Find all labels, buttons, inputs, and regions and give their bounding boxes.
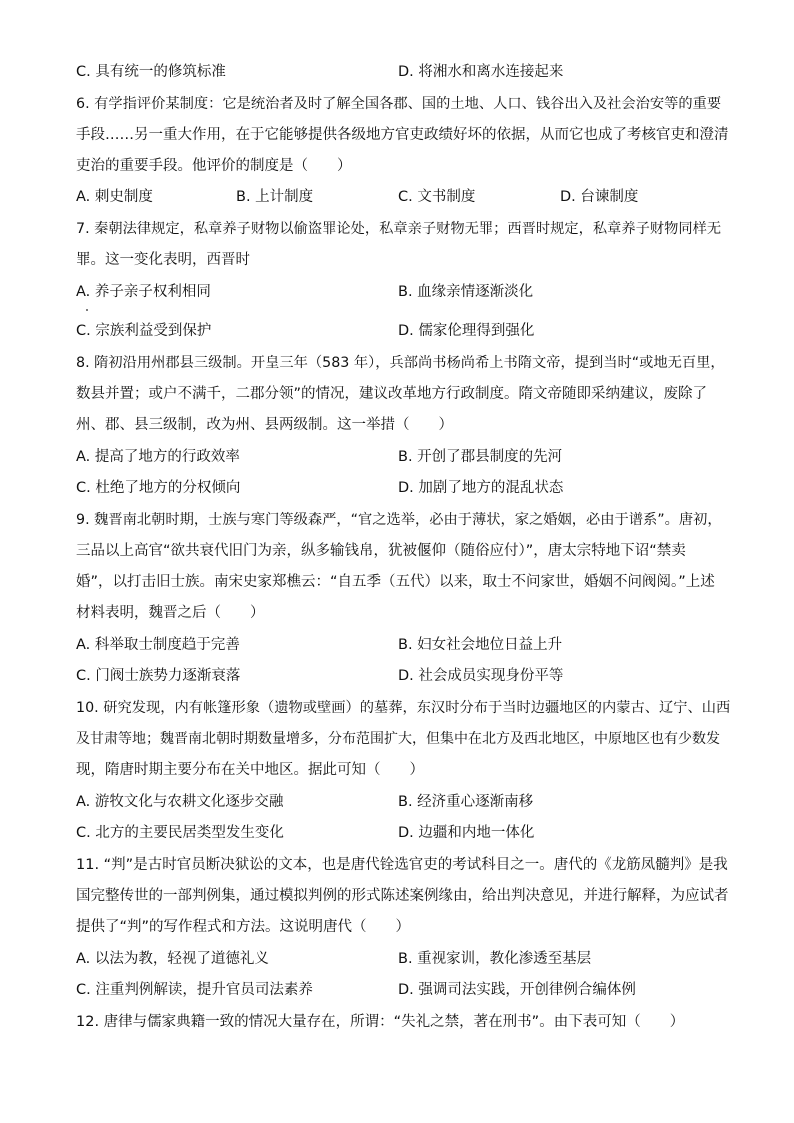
q9-option-b[interactable]: B. 妇女社会地位日益上升 bbox=[398, 637, 563, 653]
q10-option-b[interactable]: B. 经济重心逐渐南移 bbox=[398, 794, 534, 810]
q9-stem-line-4: 材料表明，魏晋之后（ ） bbox=[76, 605, 265, 621]
q8-stem-line-2: 数县并置；或户不满千，二郡分领”的情况，建议改革地方行政制度。隋文帝随即采纳建议，废除了 bbox=[76, 386, 708, 402]
q9-option-a[interactable]: A. 科举取士制度趋于完善 bbox=[76, 637, 240, 653]
q11-option-c[interactable]: C. 注重判例解读，提升官员司法素养 bbox=[76, 982, 313, 998]
q7-option-d[interactable]: D. 儒家伦理得到强化 bbox=[398, 323, 535, 339]
q7-stem-line-2: 罪。这一变化表明，西晋时 bbox=[76, 252, 250, 268]
q9-stem-line-1: 9. 魏晋南北朝时期，士族与寒门等级森严，“官之选举，必由于薄状，家之婚姻，必由于谱系”。唐初， bbox=[76, 512, 722, 528]
q7-option-c[interactable]: C. 宗族利益受到保护 bbox=[76, 323, 212, 339]
q6-stem-line-3: 吏治的重要手段。他评价的制度是（ ） bbox=[76, 158, 352, 174]
q10-option-a[interactable]: A. 游牧文化与农耕文化逐步交融 bbox=[76, 794, 284, 810]
stray-dot bbox=[86, 309, 88, 311]
q5-option-c[interactable]: C. 具有统一的修筑标准 bbox=[76, 64, 226, 80]
q10-stem-line-2: 及甘肃等地；魏晋南北朝时期数量增多，分布范围扩大，但集中在北方及西北地区，中原地区也有少数发 bbox=[76, 731, 720, 747]
q11-stem-line-2: 国完整传世的一部判例集，通过模拟判例的形式陈述案例缘由，给出判决意见，并进行解释，为应试者 bbox=[76, 888, 729, 904]
q9-stem-line-2: 三品以上高官“欲共衰代旧门为亲，纵多输钱帛，犹被偃仰（随俗应付）”，唐太宗特地下诏“禁卖 bbox=[76, 543, 686, 559]
q9-option-d[interactable]: D. 社会成员实现身份平等 bbox=[398, 668, 564, 684]
q6-option-a[interactable]: A. 刺史制度 bbox=[76, 189, 153, 205]
q7-stem-line-1: 7. 秦朝法律规定，私章养子财物以偷盗罪论处，私章亲子财物无罪；西晋时规定，私章养子财物同样无 bbox=[76, 221, 722, 237]
q10-stem-line-1: 10. 研究发现，内有帐篷形象（遗物或壁画）的墓葬，东汉时分布于当时边疆地区的内蒙古、辽宁、山西 bbox=[76, 700, 731, 716]
q8-option-c[interactable]: C. 杜绝了地方的分权倾向 bbox=[76, 480, 241, 496]
q7-option-a[interactable]: A. 养子亲子权利相同 bbox=[76, 284, 211, 300]
q6-option-c[interactable]: C. 文书制度 bbox=[398, 189, 476, 205]
q8-stem-line-1: 8. 隋初沿用州郡县三级制。开皇三年（583 年），兵部尚书杨尚希上书隋文帝，提到当时“或地无百里， bbox=[76, 355, 725, 371]
q8-option-d[interactable]: D. 加剧了地方的混乱状态 bbox=[398, 480, 564, 496]
q11-option-d[interactable]: D. 强调司法实践，开创律例合编体例 bbox=[398, 982, 636, 998]
q6-stem-line-1: 6. 有学指评价某制度：它是统治者及时了解全国各郡、国的土地、人口、钱谷出入及社会治安等的重要 bbox=[76, 96, 722, 112]
q8-option-b[interactable]: B. 开创了郡县制度的先河 bbox=[398, 449, 563, 465]
q5-option-d[interactable]: D. 将湘水和离水连接起来 bbox=[398, 64, 564, 80]
q7-option-b[interactable]: B. 血缘亲情逐渐淡化 bbox=[398, 284, 534, 300]
q8-option-a[interactable]: A. 提高了地方的行政效率 bbox=[76, 449, 240, 465]
q6-stem-line-2: 手段……另一重大作用，在于它能够提供各级地方官吏政绩好坏的依据，从而它也成了考核官吏和澄清 bbox=[76, 127, 729, 143]
q10-option-d[interactable]: D. 边疆和内地一体化 bbox=[398, 825, 535, 841]
q11-option-b[interactable]: B. 重视家训，教化渗透至基层 bbox=[398, 951, 592, 967]
q12-stem-line-1: 12. 唐律与儒家典籍一致的情况大量存在，所谓：“失礼之禁，著在刑书”。由下表可知（ ） bbox=[76, 1014, 685, 1030]
q10-option-c[interactable]: C. 北方的主要民居类型发生变化 bbox=[76, 825, 284, 841]
q10-stem-line-3: 现，隋唐时期主要分布在关中地区。据此可知（ ） bbox=[76, 762, 424, 778]
q9-stem-line-3: 婚”，以打击旧士族。南宋史家郑樵云：“自五季（五代）以来，取士不问家世，婚姻不问阀阅。”上述 bbox=[76, 574, 715, 590]
q6-option-d[interactable]: D. 台谏制度 bbox=[560, 189, 639, 205]
q8-stem-line-3: 州、郡、县三级制，改为州、县两级制。这一举措（ ） bbox=[76, 417, 453, 433]
q11-stem-line-1: 11. “判”是古时官员断决狱讼的文本，也是唐代铨选官吏的考试科目之一。唐代的《龙筋凤髓判》是我 bbox=[76, 857, 728, 873]
q9-option-c[interactable]: C. 门阀士族势力逐渐衰落 bbox=[76, 668, 241, 684]
q6-option-b[interactable]: B. 上计制度 bbox=[236, 189, 314, 205]
q11-option-a[interactable]: A. 以法为教，轻视了道德礼义 bbox=[76, 951, 269, 967]
q11-stem-line-3: 提供了“判”的写作程式和方法。这说明唐代（ ） bbox=[76, 919, 411, 935]
